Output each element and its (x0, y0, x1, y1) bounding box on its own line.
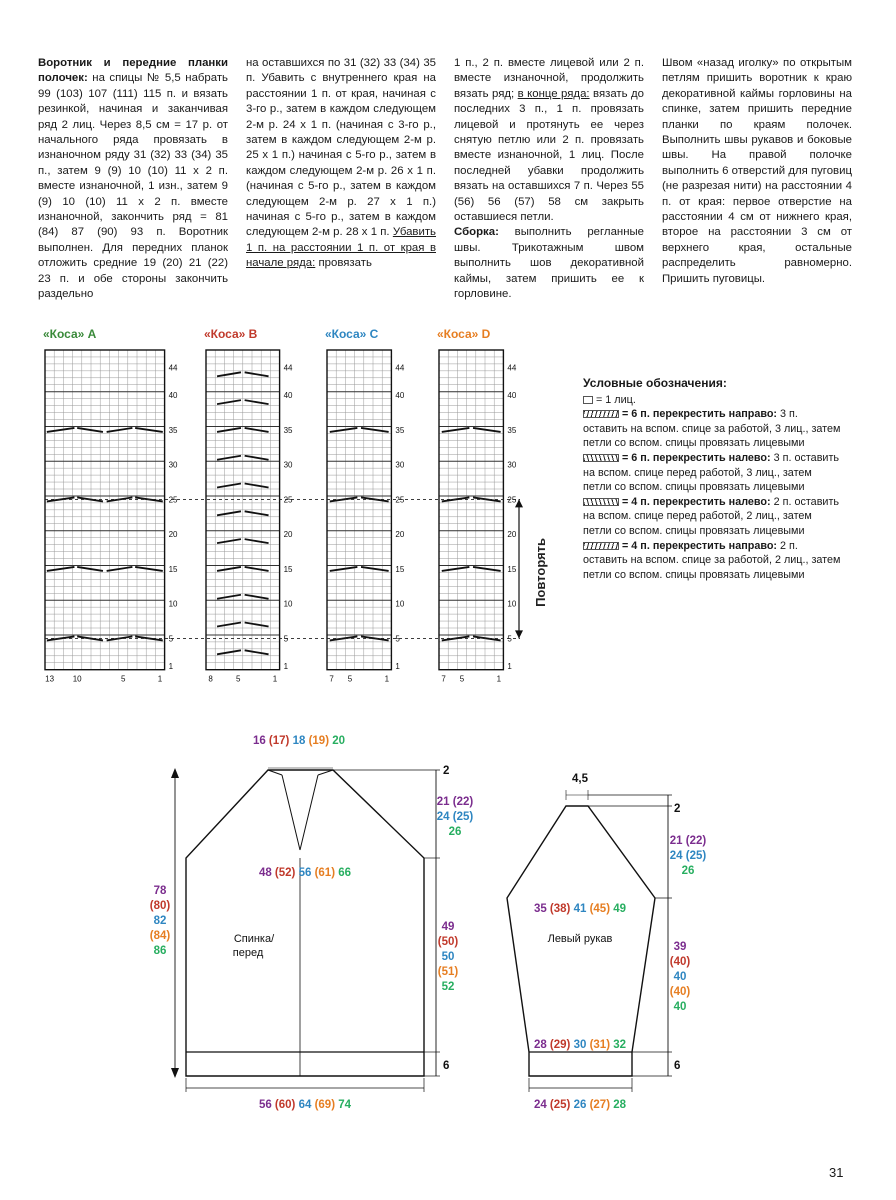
body-total-length: 82 (153, 915, 167, 927)
column-number: 5 (235, 674, 241, 684)
body-side-height: 52 (441, 981, 455, 993)
row-number: 5 (283, 634, 289, 644)
column-number: 1 (384, 674, 390, 684)
row-number: 10 (395, 599, 405, 609)
legend-item-label: = 4 п. перекрестить налево: (622, 495, 774, 508)
sleeve-top-width: 4,5 (572, 773, 588, 785)
col3-text-1: 1 п., 2 п. вместе лицевой или 2 п. вместе изнаночной, продолжить вязать ряд; (454, 57, 644, 100)
row-number: 20 (507, 530, 517, 540)
row-number: 35 (168, 425, 178, 435)
row-number: 1 (283, 662, 289, 672)
row-number: 40 (283, 391, 293, 401)
column-number: 5 (347, 674, 353, 684)
row-number: 15 (283, 564, 293, 574)
cable-mark (217, 456, 241, 460)
row-number: 20 (395, 530, 405, 540)
cable-mark (361, 567, 389, 571)
cable-mark (245, 623, 269, 627)
row-number: 25 (507, 495, 517, 505)
row-number: 25 (395, 495, 405, 505)
cable-mark (77, 428, 103, 432)
cable-mark (47, 428, 75, 432)
sleeve-length: 40 (673, 1001, 687, 1013)
sleeve-length: (40) (669, 956, 691, 968)
cable-mark (245, 511, 269, 515)
legend-title: Условные обозначения: (583, 376, 727, 390)
body-raglan-height: 24 (25) (436, 811, 474, 823)
body-side-height: 50 (441, 951, 455, 963)
row-number: 35 (395, 425, 405, 435)
column-number: 1 (272, 674, 278, 684)
cable-mark (245, 650, 269, 654)
assembly-text: выполнить регланные швы. Трикотажным швом выполнить шов декоративной каймы, затем пришить ее к горловине. (454, 226, 645, 301)
body-total-length: 78 (153, 885, 167, 897)
cross-right-symbol (583, 410, 619, 418)
cable-mark (107, 428, 133, 432)
cable-mark (107, 567, 133, 571)
row-number: 30 (395, 460, 405, 470)
row-number: 1 (395, 662, 400, 672)
cross-left-symbol (583, 454, 619, 462)
chart-title-2: «Коса» B (204, 327, 258, 341)
repeat-label: Повторять (533, 537, 548, 607)
row-number: 10 (283, 599, 293, 609)
sleeve-rib-height: 6 (674, 1060, 681, 1072)
row-number: 25 (283, 495, 293, 505)
body-top-width: 16 (17) 18 (19) 20 (252, 735, 346, 747)
column-number: 1 (496, 674, 502, 684)
page-number: 31 (829, 1165, 844, 1180)
sleeve-length: (40) (669, 986, 691, 998)
body-rib-height: 6 (443, 1060, 450, 1072)
chart-title-4: «Коса» D (437, 327, 491, 341)
row-number: 15 (395, 564, 405, 574)
legend-item-label: = 4 п. перекрестить направо: (622, 539, 781, 552)
collar-heading: Воротник и передние планки полочек: (38, 57, 228, 85)
body-side-height: 49 (441, 921, 455, 933)
cable-mark (217, 567, 241, 571)
cable-mark (245, 428, 269, 432)
column-number: 10 (72, 674, 82, 684)
row-number: 5 (507, 634, 512, 644)
repeat-arrow-head (515, 630, 523, 638)
legend (583, 376, 843, 582)
cable-mark (442, 567, 470, 571)
cable-mark (245, 539, 269, 543)
cross-right-symbol (583, 542, 619, 550)
row-number: 20 (168, 530, 178, 540)
cable-mark (135, 567, 163, 571)
body-total-length: (84) (149, 930, 171, 942)
cable-mark (330, 567, 358, 571)
body-side-height: (50) (437, 936, 459, 948)
body-label: Спинка/ (233, 933, 275, 945)
cable-mark (217, 511, 241, 515)
body-side-height: (51) (437, 966, 459, 978)
sleeve-cuff-width: 28 (29) 30 (31) 32 (533, 1039, 627, 1051)
col4-text: Швом «назад иголку» по открытым петлям пришить воротник к краю декоративной каймы горловины на спинке, затем пришить передние планки по краям полочек. Выполнить швы рукавов и боковые швы. На правой полочке выполнить 6 отверстий для пуговиц (не разрезая нити) на расстоянии 4 п. от края: первое отверстие на расстоянии 4 см от нижнего края, второе на расстоянии 3 см от верхнего края, остальные распределить равномерно. Пришить пуговицы. (662, 57, 852, 285)
body-total-length: 86 (153, 945, 167, 957)
legend-item-text: 3 п. оставить на вспом. спице перед работой, 3 лиц., затем петли со вспом. спицы провязать лицевыми (583, 451, 840, 494)
cable-mark (330, 428, 358, 432)
assembly-heading: Сборка: (454, 226, 499, 239)
column-number: 8 (208, 674, 213, 684)
cable-mark (77, 567, 103, 571)
row-number: 35 (507, 425, 517, 435)
sleeve-label: Левый рукав (547, 933, 613, 945)
row-number: 44 (395, 363, 405, 373)
cable-mark (473, 428, 501, 432)
front-neck-line (282, 775, 300, 850)
col2-underlined: Убавить 1 п. на расстоянии 1 п. от края в начале ряда: (246, 226, 436, 270)
body-raglan-height: 26 (448, 826, 462, 838)
legend-item-label: = 6 п. перекрестить налево: (622, 451, 774, 464)
legend-item-4 (583, 495, 843, 539)
row-number: 20 (283, 530, 293, 540)
sleeve-width: 35 (38) 41 (45) 49 (533, 903, 627, 915)
body-outline (186, 770, 424, 1076)
row-number: 30 (283, 460, 293, 470)
cable-mark (442, 428, 470, 432)
legend-item-text: 2 п. оставить на вспом. спице перед работой, 2 лиц., затем петли со вспом. спицы провязать лицевыми (583, 495, 840, 537)
column-number: 7 (329, 674, 334, 684)
knit-stitch-symbol (583, 396, 593, 404)
legend-item-text: = 1 лиц. (596, 393, 636, 406)
legend-item-text: 2 п. оставить на вспом. спице за работой, 2 лиц., затем петли со вспом. спицы провязать лицевыми (583, 539, 841, 581)
neck-line (318, 770, 333, 775)
row-number: 40 (395, 391, 405, 401)
legend-item-2 (583, 407, 843, 451)
row-number: 1 (168, 662, 174, 672)
sleeve-raglan-height: 26 (681, 865, 695, 877)
cable-mark (217, 650, 241, 654)
cable-mark (217, 400, 241, 404)
row-number: 10 (507, 599, 517, 609)
cable-mark (217, 428, 241, 432)
row-number: 5 (168, 634, 174, 644)
col3-text-2: вязать до последних 3 п., 1 п. провязать лицевой и протянуть ее через снятую петлю или 2 п. провязать вместе изнаночной, 1 лиц. После последней убавки продолжить вязать на оставшихся 7 п. Через 55 (56) 56 (57) 58 см закрыть оставшиеся петли. (454, 87, 645, 224)
row-number: 1 (507, 662, 512, 672)
body-mid-width: 48 (52) 56 (61) 66 (258, 867, 352, 879)
legend-item-label: = 6 п. перекрестить направо: (622, 408, 781, 421)
cross-left-symbol (583, 498, 619, 506)
row-number: 25 (168, 495, 178, 505)
cable-mark (245, 400, 269, 404)
body-total-length: (80) (149, 900, 171, 912)
row-number: 44 (168, 363, 178, 373)
column-number: 13 (45, 674, 55, 684)
cable-mark (245, 595, 269, 599)
column-number: 5 (120, 674, 126, 684)
cable-mark (47, 567, 75, 571)
legend-item-5 (583, 539, 843, 583)
sleeve-raglan-height: 24 (25) (669, 850, 707, 862)
row-number: 15 (507, 564, 517, 574)
collar-text: на спицы № 5,5 набрать 99 (103) 107 (111) 115 п. и вязать резинкой, начиная и заканчивая ряд 2 лиц. Через 8,5 см = 17 р. от начального ряда провязать в изнаночном ряду 31 (32) 33 (34) 35 п., затем 9 (9) 10 (10) 11 х 2 п. вместе изнаночной, 1 изн., затем 9 (9) 10 (10) 11 х 2 п. вместе изнаночной, закончить ряд = 81 (84) 87 (90) 93 п. Воротник выполнен. Для передних планок отложить средние 19 (20) 21 (22) 23 п. и обе стороны закончить раздельно (38, 72, 228, 301)
row-number: 44 (507, 363, 517, 373)
row-number: 40 (507, 391, 517, 401)
body-top-height: 2 (443, 765, 450, 777)
dim-arrow (171, 1068, 179, 1078)
column-number: 5 (459, 674, 465, 684)
row-number: 40 (168, 391, 178, 401)
row-number: 5 (395, 634, 400, 644)
cable-mark (245, 567, 269, 571)
cable-mark (361, 428, 389, 432)
front-neck-line (300, 775, 318, 850)
row-number: 44 (283, 363, 293, 373)
row-number: 10 (168, 599, 178, 609)
legend-item-text: 3 п. оставить на вспом. спице за работой, 3 лиц., затем петли со вспом. спицы провязать лицевыми (583, 408, 841, 450)
cable-mark (473, 567, 501, 571)
cable-mark (217, 372, 241, 376)
cable-mark (217, 539, 241, 543)
col3-underlined: в конце ряда: (517, 87, 590, 100)
dim-arrow (171, 768, 179, 778)
sleeve-bottom-width: 24 (25) 26 (27) 28 (533, 1099, 627, 1111)
sleeve-length: 40 (673, 971, 687, 983)
column-number: 1 (157, 674, 163, 684)
cable-mark (217, 484, 241, 488)
row-number: 30 (168, 460, 178, 470)
legend-item-3 (583, 451, 843, 495)
cable-mark (135, 428, 163, 432)
sleeve-length: 39 (673, 941, 687, 953)
row-number: 30 (507, 460, 517, 470)
cable-mark (217, 623, 241, 627)
column-number: 7 (441, 674, 446, 684)
body-bottom-width: 56 (60) 64 (69) 74 (258, 1099, 352, 1111)
legend-item-1 (583, 393, 843, 408)
row-number: 35 (283, 425, 293, 435)
cable-mark (245, 372, 269, 376)
chart-title-3: «Коса» C (325, 327, 379, 341)
chart-title-1: «Коса» A (43, 327, 97, 341)
row-number: 15 (168, 564, 178, 574)
body-raglan-height: 21 (22) (436, 796, 474, 808)
col2-tail: провязать (318, 257, 372, 270)
cable-mark (245, 484, 269, 488)
body-label: перед (232, 947, 264, 959)
sleeve-top-height: 2 (674, 803, 681, 815)
col2-text: на оставшихся по 31 (32) 33 (34) 35 п. Убавить с внутреннего края на расстоянии 1 п. от края, начиная с 3-го р., затем в каждом следующем 2-м р. 24 х 1 п. (начиная с 3-го р., затем в каждом следующем 2-м р. 25 х 1 п.) начиная с 5-го р., затем в каждом следующем 2-м р. 26 х 1 п. (начиная с 5-го р., затем в каждом следующем 2-м р. 27 х 1 п.) начиная с 5-го р., затем в каждом следующем 2-м р. 28 х 1 п. (246, 57, 436, 239)
cable-mark (217, 595, 241, 599)
sleeve-raglan-height: 21 (22) (669, 835, 707, 847)
cable-mark (245, 456, 269, 460)
neck-line (268, 770, 282, 775)
